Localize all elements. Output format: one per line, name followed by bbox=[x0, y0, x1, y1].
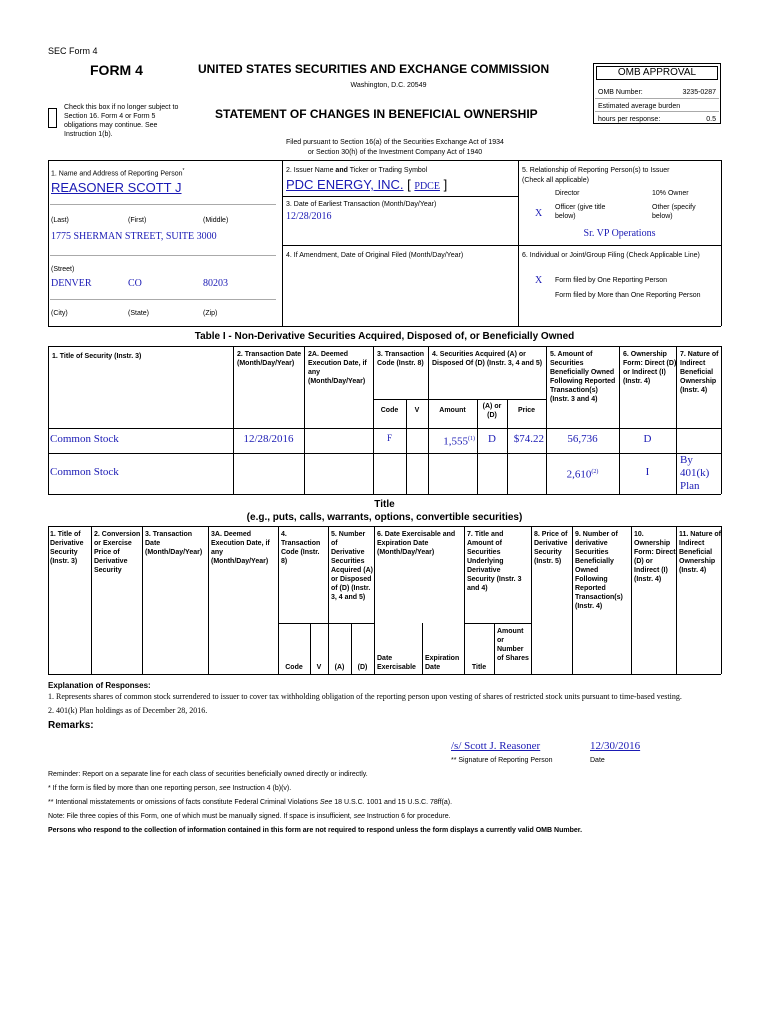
sec-form-label: SEC Form 4 bbox=[48, 46, 98, 56]
officer-title: Sr. VP Operations bbox=[583, 228, 656, 239]
one-person-option: Form filed by One Reporting Person bbox=[555, 277, 668, 284]
omb-hours-value: 0.5 bbox=[706, 116, 716, 123]
t2-h-date: 3. Transaction Date (Month/Day/Year) bbox=[145, 531, 203, 556]
t1-h-ownership: 6. Ownership Form: Direct (D) or Indirect (I) (Instr. 4) bbox=[623, 351, 677, 385]
no-longer-subject-checkbox[interactable] bbox=[48, 108, 57, 128]
t1-h-code: 3. Transaction Code (Instr. 8) bbox=[377, 351, 425, 367]
amendment-label: 4. If Amendment, Date of Original Filed (Month/Day/Year) bbox=[286, 252, 464, 259]
t1-row1-code: F bbox=[386, 433, 392, 443]
t2-h-deemed: 3A. Deemed Execution Date, if any (Month/Day/Year) bbox=[211, 531, 270, 565]
t2-h-price: 8. Price of Derivative Security (Instr. 5) bbox=[534, 531, 568, 565]
t1-h-title: 1. Title of Security (Instr. 3) bbox=[52, 353, 142, 360]
earliest-transaction-label: 3. Date of Earliest Transaction (Month/Day/Year) bbox=[286, 201, 437, 208]
form-title: FORM 4 bbox=[90, 62, 143, 78]
zip-value: 80203 bbox=[203, 278, 228, 289]
t2-h-title2: Title bbox=[471, 664, 487, 671]
other-option: Other (specify below) bbox=[652, 204, 696, 220]
relationship-label-2: (Check all applicable) bbox=[522, 177, 589, 184]
officer-x-mark: X bbox=[535, 208, 543, 219]
t2-h-a: (A) bbox=[334, 664, 345, 671]
explanation-heading: Explanation of Responses: bbox=[48, 681, 151, 690]
t2-h-shares: Amount or Number of Shares bbox=[497, 628, 529, 662]
t1-row1-form: D bbox=[643, 433, 652, 445]
reminder-5: Persons who respond to the collection of information contained in this form are not required to respond unless the form displays a currently valid OMB Number. bbox=[48, 827, 583, 834]
state-value: CO bbox=[128, 278, 142, 289]
issuer-line: PDC ENERGY, INC. [ PDCE ] bbox=[286, 177, 448, 192]
t1-row2-form: I bbox=[645, 466, 650, 478]
statement-title: STATEMENT OF CHANGES IN BENEFICIAL OWNERSHIP bbox=[215, 107, 538, 121]
last-label: (Last) bbox=[51, 217, 69, 224]
t2-h-ownership: 10. Ownership Form: Direct (D) or Indirect (I) (Instr. 4) bbox=[634, 531, 676, 583]
t1-h-date: 2. Transaction Date (Month/Day/Year) bbox=[237, 351, 302, 367]
t1-h-owned: 5. Amount of Securities Beneficially Owned Following Reported Transaction(s) (Instr. 3 and 4) bbox=[550, 351, 616, 403]
omb-number-label: OMB Number: bbox=[598, 89, 643, 96]
more-persons-option: Form filed by More than One Reporting Person bbox=[555, 292, 701, 299]
t1-h-v: V bbox=[414, 407, 420, 414]
omb-approval-box bbox=[593, 63, 721, 124]
earliest-transaction-date: 12/28/2016 bbox=[286, 211, 332, 222]
t2-h-v: V bbox=[316, 664, 322, 671]
issuer-name-link[interactable]: PDC ENERGY, INC. bbox=[286, 177, 404, 192]
ticker-link[interactable]: PDCE bbox=[414, 181, 440, 192]
issuer-label: 2. Issuer Name and Ticker or Trading Symbol bbox=[286, 167, 428, 174]
t1-h-securities: 4. Securities Acquired (A) or Disposed Of (D) (Instr. 3, 4 and 5) bbox=[432, 351, 543, 367]
reminder-4: Note: File three copies of this Form, one of which must be manually signed. If space is insufficient, see Instruction 6 for procedure. bbox=[48, 813, 451, 820]
middle-label: (Middle) bbox=[203, 217, 229, 224]
t1-row1-date: 12/28/2016 bbox=[243, 433, 294, 445]
t1-h-amount: Amount bbox=[439, 407, 466, 414]
t1-row1-title: Common Stock bbox=[50, 433, 119, 445]
footnote-2: 2. 401(k) Plan holdings as of December 28, 2016. bbox=[48, 706, 208, 715]
city-label: (City) bbox=[51, 310, 68, 317]
director-option: Director bbox=[555, 190, 580, 197]
omb-number-value: 3235-0287 bbox=[682, 89, 716, 96]
zip-label: (Zip) bbox=[203, 310, 218, 317]
first-label: (First) bbox=[128, 217, 147, 224]
date-label: Date bbox=[590, 757, 605, 764]
filed-pursuant: Filed pursuant to Section 16(a) of the Securities Exchange Act of 1934 bbox=[286, 139, 504, 146]
agency-location: Washington, D.C. 20549 bbox=[350, 82, 427, 89]
t1-row1-owned: 56,736 bbox=[567, 433, 598, 445]
reporting-person-label: 1. Name and Address of Reporting Person* bbox=[51, 168, 185, 178]
t2-h-underlying: 7. Title and Amount of Securities Underlying Derivative Security (Instr. 3 and 4) bbox=[467, 531, 522, 592]
street-label: (Street) bbox=[51, 266, 75, 273]
t1-h-deemed: 2A. Deemed Execution Date, if any (Month/Day/Year) bbox=[308, 351, 367, 385]
agency-title: UNITED STATES SECURITIES AND EXCHANGE COMMISSION bbox=[198, 62, 550, 76]
t2-h-exercisable: 6. Date Exercisable and Expiration Date (Month/Day/Year) bbox=[377, 531, 456, 556]
signature-date: 12/30/2016 bbox=[590, 740, 641, 752]
t1-h-aord: (A) or (D) bbox=[482, 403, 502, 419]
t1-h-price: Price bbox=[517, 407, 536, 414]
officer-option: Officer (give title below) bbox=[555, 204, 606, 220]
omb-hours-label: hours per response: bbox=[598, 116, 661, 123]
t2-h-code: 4. Transaction Code (Instr. 8) bbox=[281, 531, 321, 565]
reminder-1: Reminder: Report on a separate line for each class of securities beneficially owned directly or indirectly. bbox=[48, 771, 368, 778]
omb-burden-label: Estimated average burden bbox=[598, 103, 681, 110]
checkbox-note: Check this box if no longer subject to Section 16. Form 4 or Form 5 obligations may continue. See Instruction 1(b). bbox=[64, 104, 179, 138]
t2-h-number: 5. Number of Derivative Securities Acquired (A) or Disposed of (D) (Instr. 3, 4 and 5) bbox=[331, 531, 373, 601]
t2-h-date-ex: Date Exercisable bbox=[377, 655, 416, 671]
t1-row2-title: Common Stock bbox=[50, 466, 119, 478]
relationship-label: 5. Relationship of Reporting Person(s) to Issuer bbox=[522, 167, 670, 174]
filing-type-label: 6. Individual or Joint/Group Filing (Check Applicable Line) bbox=[522, 252, 700, 259]
filed-pursuant-2: or Section 30(h) of the Investment Company Act of 1940 bbox=[307, 149, 483, 156]
t1-h-code2: Code bbox=[380, 407, 399, 414]
signature-name: /s/ Scott J. Reasoner bbox=[451, 740, 541, 752]
t1-row2-nature: By 401(k) Plan bbox=[680, 454, 710, 492]
t2-h-nature: 11. Nature of Indirect Beneficial Ownership (Instr. 4) bbox=[679, 531, 722, 574]
t2-h-title: 1. Title of Derivative Security (Instr. 3) bbox=[50, 531, 84, 565]
t2-h-code2: Code bbox=[285, 664, 303, 671]
t1-h-nature: 7. Nature of Indirect Beneficial Ownership (Instr. 4) bbox=[680, 351, 719, 394]
t1-row1-ad: D bbox=[488, 433, 496, 445]
omb-title: OMB APPROVAL bbox=[596, 66, 718, 80]
t1-row2-owned: 2,610$^{(2)}$ bbox=[566, 468, 599, 481]
table2-subtitle: (e.g., puts, calls, warrants, options, convertible securities) bbox=[246, 512, 523, 523]
reminder-2: * If the form is filed by more than one reporting person, see Instruction 4 (b)(v). bbox=[48, 785, 292, 792]
t2-h-expiration: Expiration Date bbox=[425, 655, 460, 671]
remarks-heading: Remarks: bbox=[48, 720, 94, 731]
table1-title: Table I - Non-Derivative Securities Acquired, Disposed of, or Beneficially Owned bbox=[194, 331, 575, 342]
one-person-x-mark: X bbox=[535, 275, 543, 286]
table2-title: Title bbox=[374, 499, 395, 510]
city-value: DENVER bbox=[51, 278, 92, 289]
state-label: (State) bbox=[128, 310, 150, 317]
t2-h-owned: 9. Number of derivative Securities Beneficially Owned Following Reported Transaction(s) (Instr. 4) bbox=[575, 531, 623, 610]
ten-percent-owner-option: 10% Owner bbox=[652, 190, 689, 197]
reporting-person-name-link[interactable]: REASONER SCOTT J bbox=[51, 180, 182, 195]
footnote-1: 1. Represents shares of common stock surrendered to issuer to cover tax withholding obligation of the reporting person upon vesting of shares of restricted stock units pursuant to time-based vesting. bbox=[48, 692, 682, 701]
street-value: 1775 SHERMAN STREET, SUITE 3000 bbox=[51, 231, 217, 242]
t1-row1-amount: 1,555$^{(1)}$ bbox=[443, 435, 475, 448]
t1-row1-price: $74.22 bbox=[513, 433, 544, 445]
t2-h-conversion: 2. Conversion or Exercise Price of Derivative Security bbox=[94, 531, 141, 574]
reminder-3: ** Intentional misstatements or omissions of facts constitute Federal Criminal Violations See 18 U.S.C. 1001 and 15 U.S.C. 78ff(a). bbox=[48, 799, 453, 806]
t2-h-d: (D) bbox=[357, 664, 368, 671]
signature-label: ** Signature of Reporting Person bbox=[451, 757, 553, 764]
